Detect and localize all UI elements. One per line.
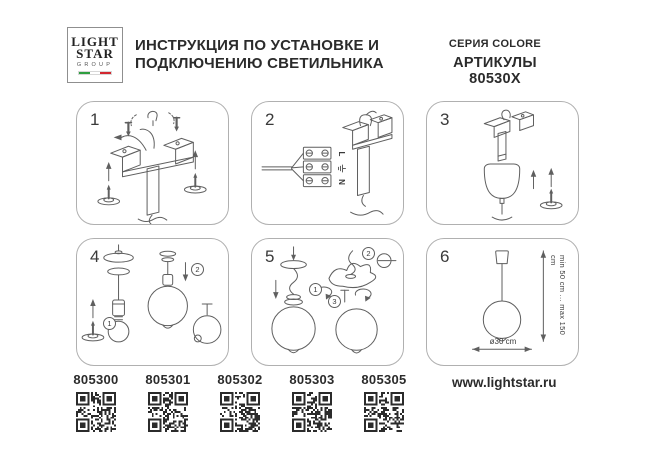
panel-number: 1	[90, 110, 100, 129]
qr-code	[76, 392, 116, 432]
step-1-badge: 1	[309, 283, 322, 296]
arrow-up-icon	[548, 168, 554, 187]
terminal-label-live: L	[337, 151, 346, 157]
title-line-1: ИНСТРУКЦИЯ ПО УСТАНОВКЕ И	[135, 37, 380, 54]
qr-code	[148, 392, 188, 432]
wall-anchor-icon	[82, 321, 104, 341]
panel-2-drawing	[252, 102, 403, 224]
height-dimension-label: min 50 cm ... max 150 cm	[549, 255, 567, 336]
panel-number: 2	[265, 110, 275, 129]
lightstar-logo	[67, 27, 123, 83]
screwdriver-icon	[377, 254, 396, 268]
articles-heading: АРТИКУЛЫ 80530X	[453, 55, 537, 87]
glass-shade	[148, 286, 187, 328]
wall-anchor-icon	[98, 185, 120, 205]
series-info	[428, 38, 562, 87]
article-805305	[348, 372, 420, 432]
panel-4-drawing	[77, 239, 228, 365]
step-panel-4	[76, 238, 229, 366]
ceiling-canopy	[496, 251, 509, 264]
arrow-up-icon	[531, 170, 537, 189]
arrow-down-icon	[183, 263, 189, 282]
mounting-bracket	[484, 110, 533, 137]
panel-number: 5	[265, 247, 275, 266]
terminal-label-neutral: N	[337, 179, 346, 185]
glass-shade	[483, 301, 520, 341]
wall-anchor-icon	[184, 173, 206, 193]
panel-number: 6	[440, 247, 450, 266]
qr-code	[220, 392, 260, 432]
lamp-socket	[113, 300, 125, 316]
suspension-rod	[351, 146, 383, 215]
series-name: СЕРИЯ COLORE	[448, 38, 542, 50]
website-url: www.lightstar.ru	[452, 375, 557, 390]
mains-wire	[114, 129, 155, 150]
pendant-suspension	[104, 245, 134, 300]
wall-anchor-icon	[540, 189, 562, 209]
article-number: 805303	[289, 372, 335, 387]
step-2-badge: 2	[362, 247, 375, 260]
twist-arrow-icon	[355, 289, 371, 302]
canopy-cup	[484, 164, 519, 220]
qr-code	[292, 392, 332, 432]
diameter-dimension-label: ø30 cm	[489, 337, 517, 346]
diameter-dimension-line	[472, 346, 531, 352]
article-number: 805301	[145, 372, 191, 387]
panel-1-drawing	[77, 102, 228, 224]
step-1-badge: 1	[103, 317, 116, 330]
page-title	[135, 37, 384, 72]
glass-shade	[272, 307, 315, 353]
shade-with-clip	[193, 304, 221, 343]
title-line-2: ПОДКЛЮЧЕНИЮ СВЕТИЛЬНИКА	[135, 54, 384, 72]
terminal-block	[303, 147, 331, 186]
locking-screw	[341, 290, 349, 302]
arrow-up-icon	[106, 162, 112, 181]
height-dimension-line	[541, 251, 547, 342]
suspension-rod	[138, 166, 167, 224]
mounting-bracket	[111, 138, 194, 176]
arrow-up-icon	[90, 299, 96, 318]
step-panel-6	[426, 238, 579, 366]
ceiling-hook-icon	[131, 111, 174, 125]
article-805301	[132, 372, 204, 432]
step-3-badge: 3	[328, 295, 341, 308]
glass-shade	[336, 309, 377, 353]
article-805300	[60, 372, 132, 432]
earth-ground-icon	[336, 163, 346, 173]
article-805302	[204, 372, 276, 432]
article-number: 805302	[217, 372, 263, 387]
qr-code	[364, 392, 404, 432]
italian-flag-icon	[78, 71, 112, 75]
step-panel-5	[251, 238, 404, 366]
article-number: 805300	[73, 372, 119, 387]
supply-cable	[262, 153, 303, 181]
panel-3-drawing	[427, 102, 578, 224]
screw-icon	[125, 123, 131, 137]
logo-word-group: GROUP	[76, 61, 114, 68]
mounting-bracket	[343, 115, 392, 149]
panel-number: 3	[440, 110, 450, 129]
logo-word-light: LIGHT	[71, 33, 119, 49]
step-panel-2	[251, 101, 404, 225]
article-805303	[276, 372, 348, 432]
article-number: 805305	[361, 372, 407, 387]
step-2-badge: 2	[191, 263, 204, 276]
arrow-down-icon	[273, 280, 279, 299]
shade-suspension	[160, 251, 176, 285]
step-panel-3	[426, 101, 579, 225]
step-panel-1	[76, 101, 229, 225]
logo-word-star: STAR	[76, 45, 114, 61]
cord-and-collar	[281, 247, 307, 305]
panel-number: 4	[90, 247, 100, 266]
